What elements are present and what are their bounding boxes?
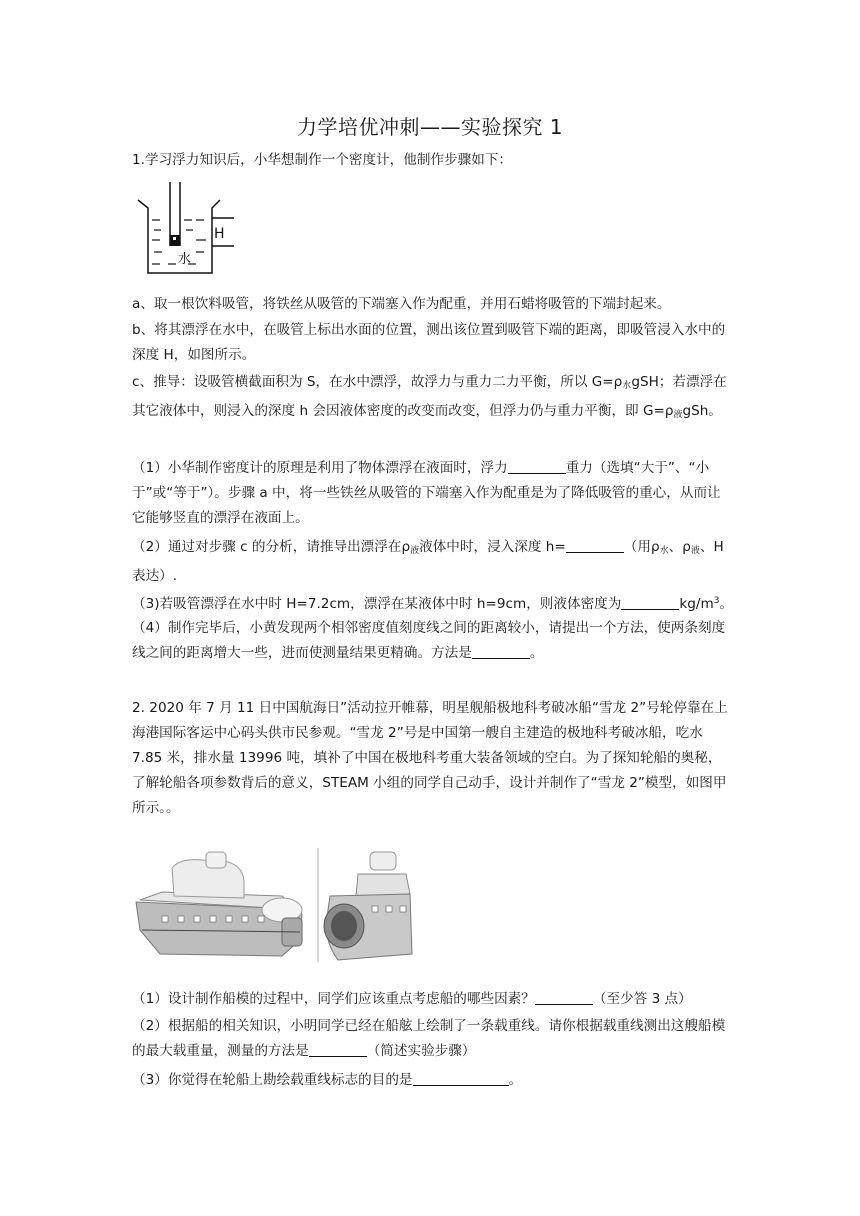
answer-blank[interactable] — [309, 1042, 367, 1057]
beaker-figure — [130, 180, 245, 280]
answer-blank[interactable] — [472, 644, 530, 659]
q1-step-c: c、推导：设吸管横截面积为 S，在水中漂浮，故浮力与重力二力平衡，所以 $G=\rho_水gSH$；若漂浮在其它液体中，则浸入的深度 h 会因液体密度的改变而改变，但浮力仍与重力平衡，即 $G=\rho_液gSh$。 — [132, 374, 727, 420]
answer-blank[interactable] — [508, 459, 566, 474]
q2-question-2: （2）根据船的相关知识，小明同学已经在船舷上绘制了一条载重线。请你根据载重线测出这艘船模的最大载重量，测量的方法是 （简述实验步骤） — [132, 1018, 726, 1059]
answer-blank[interactable] — [413, 1071, 509, 1086]
height-label: H — [214, 226, 225, 242]
q1-question-3: （3)若吸管漂浮在水中时 H=7.2cm，漂浮在某液体中时 h=9cm，则液体密度为 $kg/m^3$。 — [132, 596, 734, 612]
ship-model-front-photo — [316, 844, 414, 966]
q1-step-a: a、取一根饮料吸管，将铁丝从吸管的下端塞入作为配重，并用石蜡将吸管的下端封起来。 — [132, 296, 671, 312]
answer-blank[interactable] — [566, 538, 624, 553]
water-label: 水 — [178, 252, 192, 267]
ship-model-side-photo — [132, 844, 312, 966]
q1-question-2: （2）通过对步骤 c 的分析，请推导出漂浮在$\rho_液$液体中时，浸入深度 h= （用$\rho_水$、$\rho_液$、H 表达）. — [132, 539, 724, 584]
q2-question-3: （3）你觉得在轮船上勘绘载重线标志的目的是 。 — [132, 1072, 523, 1088]
q1-question-4: （4）制作完毕后，小黄发现两个相邻密度值刻度线之间的距离较小，请提出一个方法，使两条刻度线之间的距离增大一些，进而使测量结果更精确。方法是 。 — [132, 620, 726, 661]
q2-intro: 2. 2020 年 7 月 11 日中国航海日”活动拉开帷幕，明星舰船极地科考破冰船“雪龙 2”号轮停靠在上海港国际客运中心码头供市民参观。“雪龙 2”号是中国第一艘自主建造的极地科考破冰船，吃水 7.85 米，排水量 13996 吨，填补了中国在极地科考重大装备领域的空白。为了探知轮船的奥秘，了解轮船各项参数背后的意义，STEAM 小组的同学自己动手，设计并制作了“雪龙 2”模型，如图甲所示。。 — [132, 700, 728, 816]
q1-question-1: （1）小华制作密度计的原理是利用了物体漂浮在液面时，浮力 重力（选填“大于”、“小于”或“等于”）。步骤 a 中，将一些铁丝从吸管的下端塞入作为配重是为了降低吸管的重心，从而让它能够竖直的漂浮在液面上。 — [132, 460, 721, 526]
q1-intro: 1.学习浮力知识后，小华想制作一个密度计，他制作步骤如下： — [132, 152, 512, 168]
page-title: 力学培优冲刺——实验探究 1 — [296, 115, 564, 139]
answer-blank[interactable] — [535, 990, 593, 1005]
q1-step-b: b、将其漂浮在水中，在吸管上标出水面的位置，测出该位置到吸管下端的距离，即吸管浸入水中的深度 H，如图所示。 — [132, 322, 726, 363]
answer-blank[interactable] — [621, 595, 679, 610]
q2-question-1: （1）设计制作船模的过程中，同学们应该重点考虑船的哪些因素？ （至少答 3 点） — [132, 991, 692, 1007]
